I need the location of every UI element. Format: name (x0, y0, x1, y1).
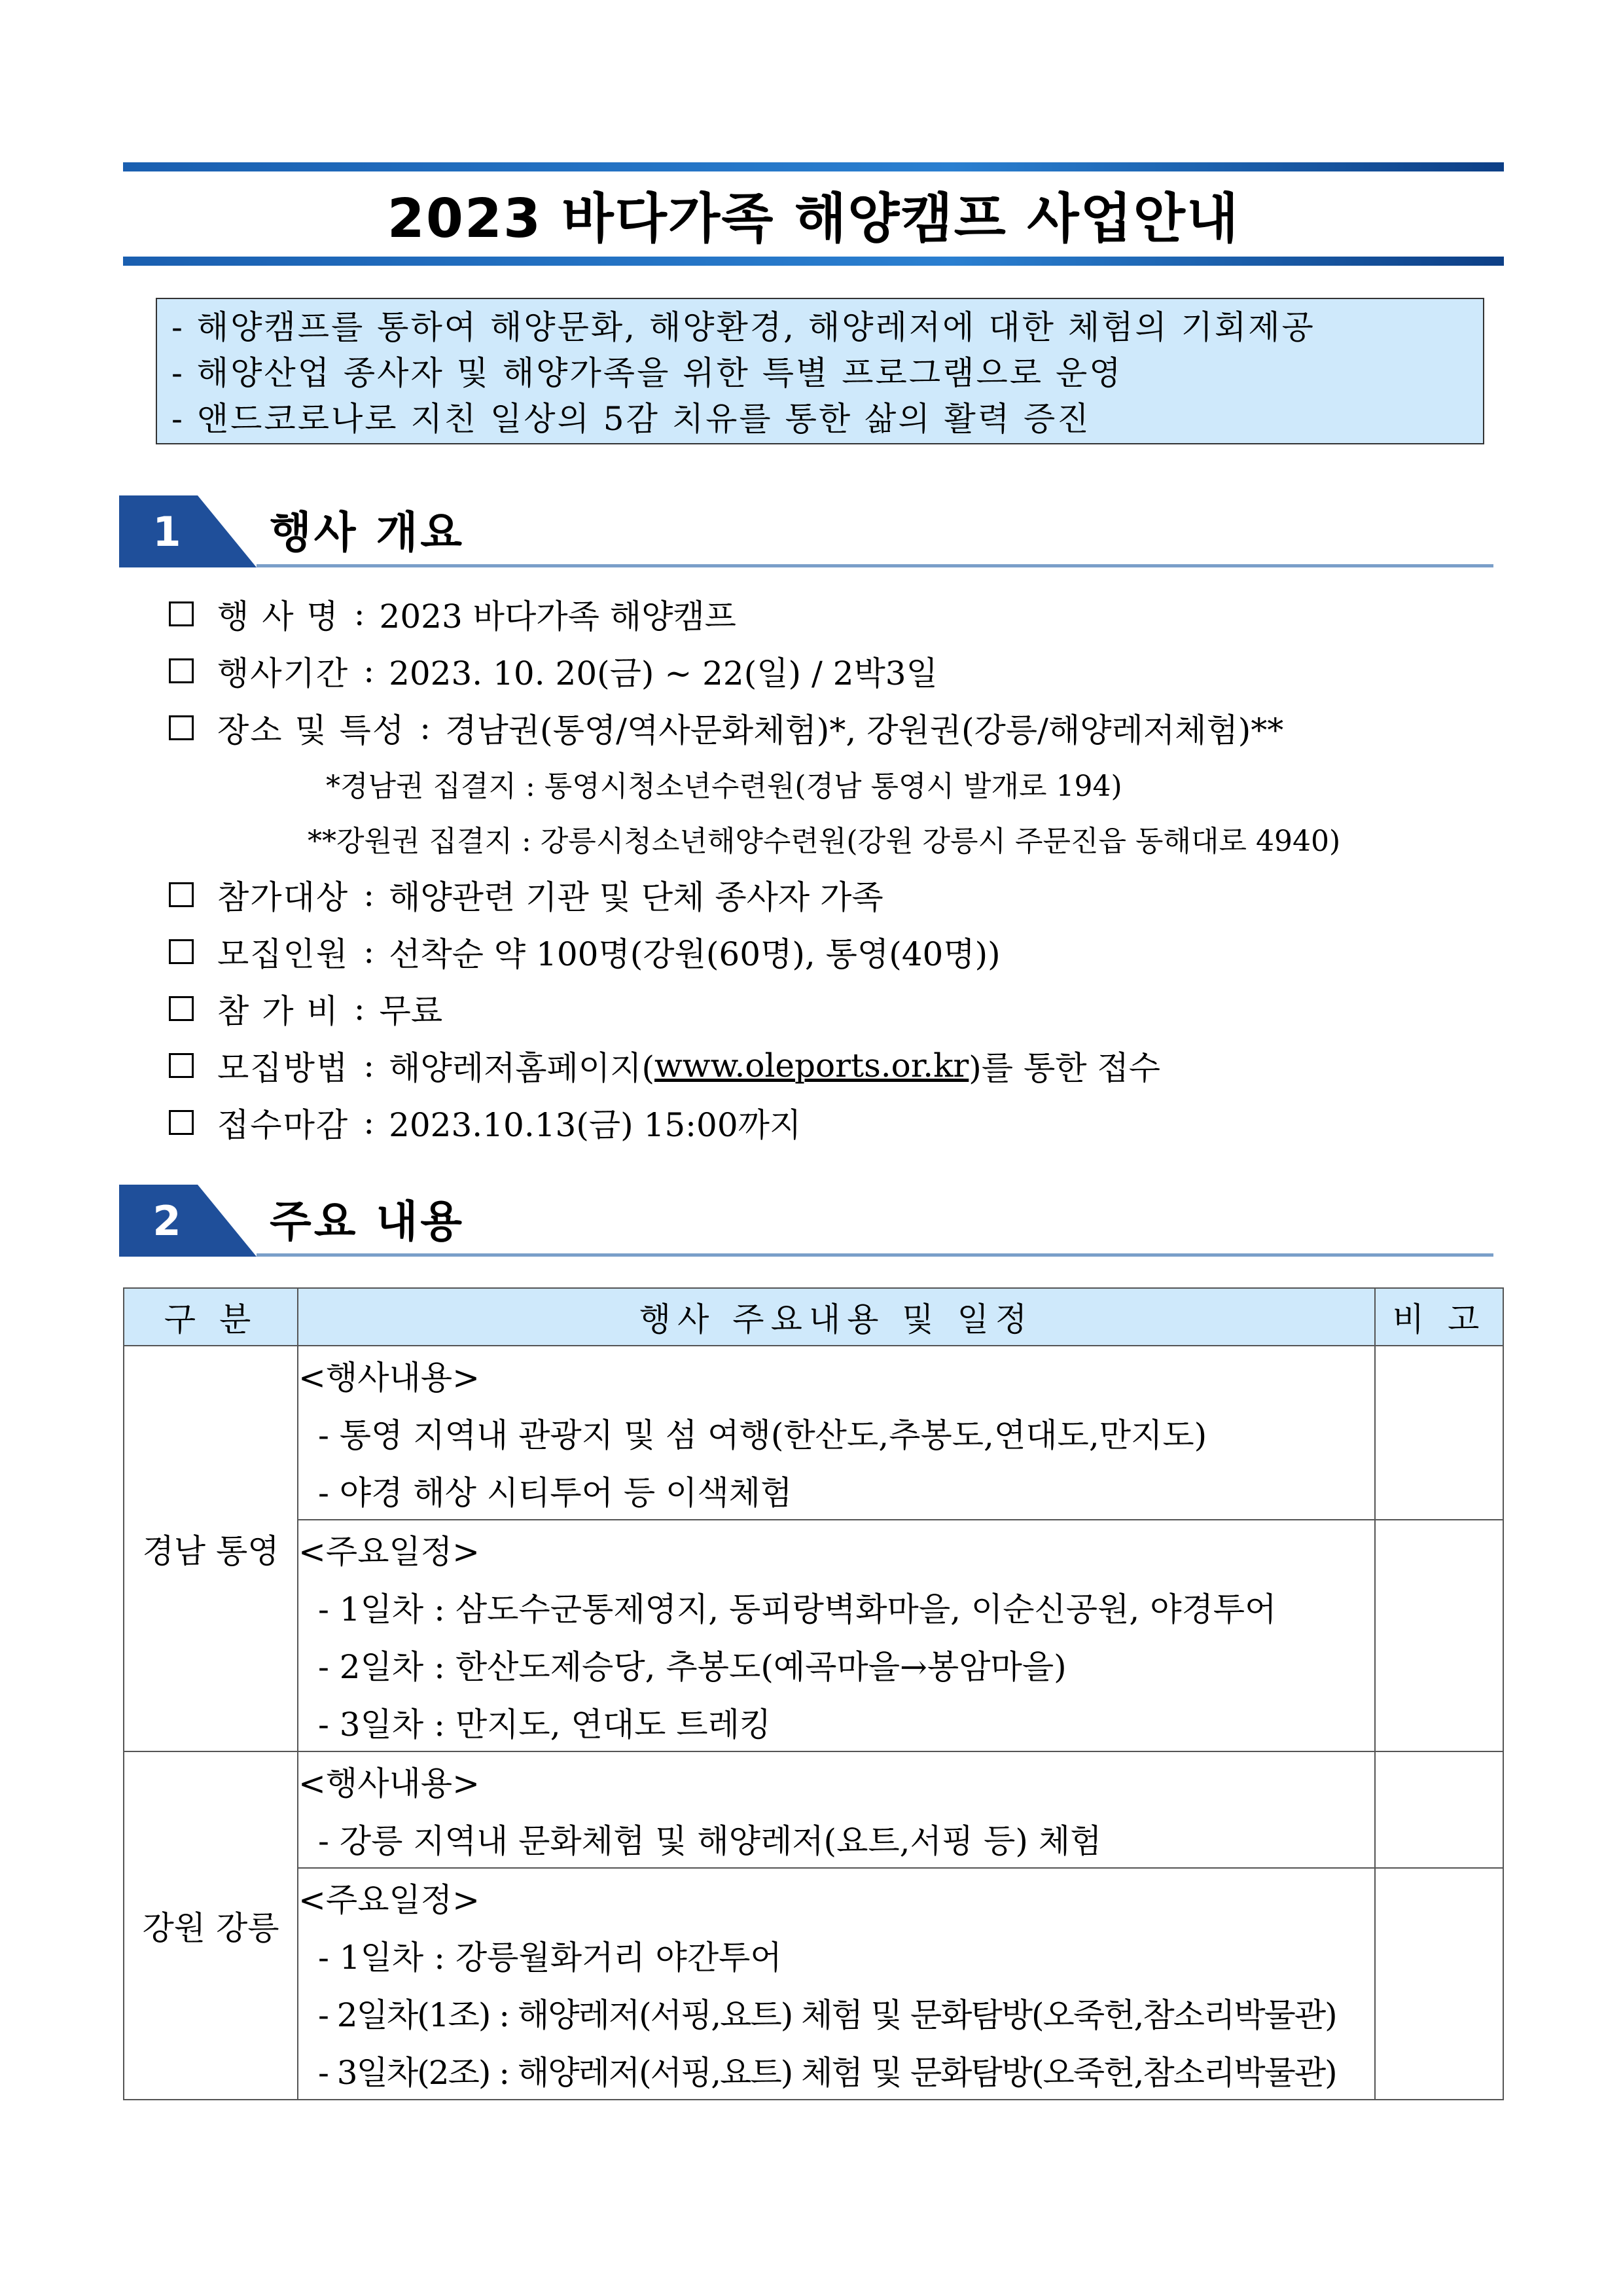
category-cell: 경남 통영 (124, 1346, 298, 1751)
checkbox-icon (169, 939, 194, 964)
section-number: 1 (152, 507, 181, 556)
header-content: 행사 주요내용 및 일정 (298, 1288, 1375, 1346)
checkbox-icon (169, 601, 194, 626)
place-note-gangwon: **강원권 집결지 : 강릉시청소년해양수련원(강원 강릉시 주문진읍 동해대로 4940) (308, 825, 1341, 858)
summary-line: - 해양산업 종사자 및 해양가족을 위한 특별 프로그램으로 운영 (171, 354, 1123, 392)
header-category: 구 분 (124, 1288, 298, 1346)
checkbox-icon (169, 658, 194, 683)
place-note-gyeongnam: *경남권 집결지 : 통영시청소년수련원(경남 통영시 발개로 194) (326, 770, 1122, 803)
section-header-overview (119, 495, 1493, 567)
section-title: 행사 개요 (270, 507, 465, 558)
section-rule (257, 564, 1493, 567)
category-cell: 강원 강릉 (124, 1751, 298, 2100)
overview-item-deadline: 접수마감 : 2023.10.13(금) 15:00까지 (169, 1094, 1504, 1151)
program-table (123, 1287, 1504, 2100)
content-cell: <행사내용> - 강릉 지역내 문화체험 및 해양레저(요트,서핑 등) 체험 (298, 1751, 1375, 1868)
remark-cell (1375, 1751, 1503, 1868)
overview-item-recruit: 모집인원 : 선착순 약 100명(강원(60명), 통영(40명)) (169, 923, 1504, 980)
section-title: 주요 내용 (270, 1196, 465, 1247)
summary-line: - 앤드코로나로 지친 일상의 5감 치유를 통한 삶의 활력 증진 (171, 400, 1091, 438)
header-remark: 비 고 (1375, 1288, 1503, 1346)
remark-cell (1375, 1868, 1503, 2100)
overview-list (169, 585, 1504, 1151)
overview-item-target: 참가대상 : 해양관련 기관 및 단체 종사자 가족 (169, 866, 1504, 923)
schedule-cell: <주요일정> - 1일차 : 강릉월화거리 야간투어 - 2일차(1조) : 해양레저(서핑,요트) 체험 및 문화탐방(오죽헌,참소리박물관) - 3일차(2조) : 해양레저(서핑,요트) 체험 및 문화탐방(오죽헌,참소리박물관) (298, 1868, 1375, 2100)
title-bottom-bar (123, 257, 1504, 266)
overview-item-place: 장소 및 특성 : 경남권(통영/역사문화체험)*, 강원권(강릉/해양레저체험)** (169, 699, 1504, 756)
overview-item-method: 모집방법 : 해양레저홈페이지( www.oleports.or.kr )를 통한 접수 (169, 1037, 1504, 1094)
homepage-link[interactable]: www.oleports.or.kr (654, 1046, 969, 1085)
table-row (124, 1751, 1503, 1868)
overview-item-fee: 참 가 비 : 무료 (169, 980, 1504, 1037)
summary-box (156, 298, 1484, 444)
checkbox-icon (169, 996, 194, 1021)
checkbox-icon (169, 882, 194, 907)
title-top-bar (123, 162, 1504, 171)
table-row (124, 1520, 1503, 1751)
schedule-cell: <주요일정> - 1일차 : 삼도수군통제영지, 동피랑벽화마을, 이순신공원, 야경투어 - 2일차 : 한산도제승당, 추봉도(예곡마을→봉암마을) - 3일차 : 만지도, 연대도 트레킹 (298, 1520, 1375, 1751)
overview-item-name: 행 사 명 : 2023 바다가족 해양캠프 (169, 585, 1504, 642)
page-title: 2023 바다가족 해양캠프 사업안내 (387, 187, 1240, 250)
table-row (124, 1346, 1503, 1520)
section-number: 2 (152, 1196, 181, 1245)
checkbox-icon (169, 715, 194, 740)
remark-cell (1375, 1520, 1503, 1751)
overview-item-period: 행사기간 : 2023. 10. 20(금) ~ 22(일) / 2박3일 (169, 642, 1504, 699)
section-header-contents (119, 1185, 1493, 1257)
table-row (124, 1868, 1503, 2100)
remark-cell (1375, 1346, 1503, 1520)
content-cell: <행사내용> - 통영 지역내 관광지 및 섬 여행(한산도,추봉도,연대도,만지도) - 야경 해상 시티투어 등 이색체험 (298, 1346, 1375, 1520)
checkbox-icon (169, 1053, 194, 1078)
checkbox-icon (169, 1110, 194, 1135)
summary-line: - 해양캠프를 통하여 해양문화, 해양환경, 해양레저에 대한 체험의 기회제공 (171, 308, 1315, 346)
section-rule (257, 1253, 1493, 1257)
table-header-row (124, 1288, 1503, 1346)
